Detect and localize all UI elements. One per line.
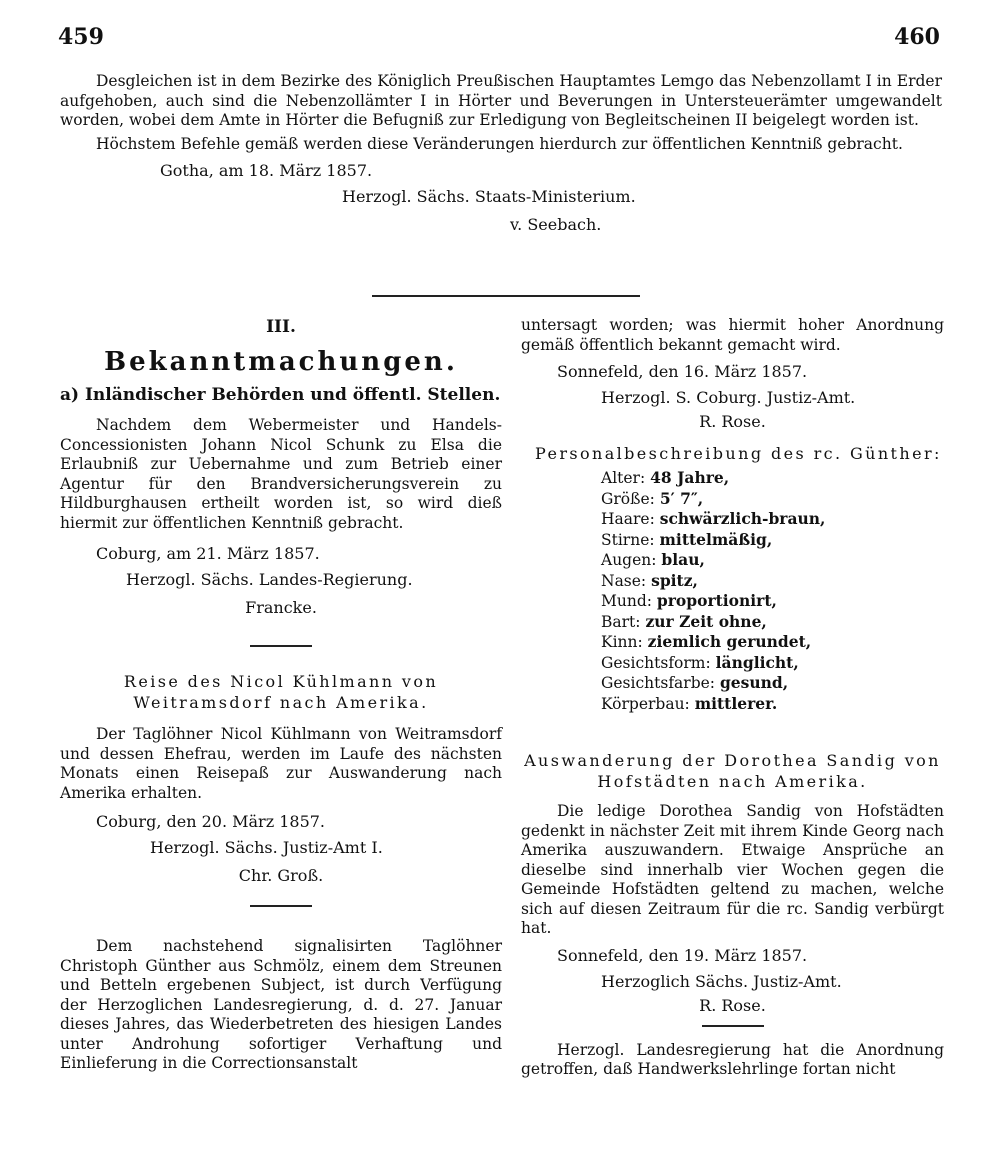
description-item: Mund: proportionirt, xyxy=(601,591,777,610)
description-item: Gesichtsfarbe: gesund, xyxy=(601,673,789,692)
notice-sandig-signature: R. Rose. xyxy=(699,995,766,1015)
notice-schunk-place-date: Coburg, am 21. März 1857. xyxy=(96,544,320,563)
notice-kuehlmann-signature: Chr. Groß. xyxy=(238,866,324,885)
divider-2 xyxy=(250,905,312,907)
notice-guenther-authority: Herzogl. S. Coburg. Justiz-Amt. xyxy=(601,388,856,407)
description-item: Alter: 48 Jahre, xyxy=(601,468,730,487)
section-number: III. xyxy=(266,317,296,337)
notice-guenther-text: Dem nachstehend signalisirten Taglöhner Christoph Günther aus Schmölz, einem dem Streunen und Betteln ergebenen Subject, ist durch Verfügung der Herzoglichen Landesregierung, d. d. 27. Januar dieses Jahres, das Wiederbetreten des hiesigen Landes unter Androhung sofortiger Verhaftung und Einlieferung in die Correctionsanstalt xyxy=(60,937,502,1072)
section-divider xyxy=(372,295,640,297)
notice-sandig-authority: Herzoglich Sächs. Justiz-Amt. xyxy=(601,971,842,991)
description-list xyxy=(601,468,944,714)
right-column xyxy=(521,316,944,1080)
page-number-left: 459 xyxy=(58,24,104,50)
top-paragraph-2: Höchstem Befehle gemäß werden diese Veränderungen hierdurch zur öffentlichen Kenntniß gebracht. xyxy=(96,134,903,153)
top-signature: v. Seebach. xyxy=(510,215,602,234)
description-item: Kinn: ziemlich gerundet, xyxy=(601,632,812,651)
description-item: Stirne: mittelmäßig, xyxy=(601,529,773,549)
notice-guenther-place-date: Sonnefeld, den 16. März 1857. xyxy=(557,362,808,381)
divider-1 xyxy=(250,645,312,647)
description-item: Größe: 5′ 7″, xyxy=(601,488,704,508)
notice-guenther-continuation: untersagt worden; was hiermit hoher Anordnung gemäß öffentlich bekannt gemacht wird. xyxy=(521,316,944,354)
description-item: Gesichtsform: länglicht, xyxy=(601,652,799,672)
notice-kuehlmann-heading: Reise des Nicol Kühlmann von Weitramsdorf nach Amerika. xyxy=(123,672,439,712)
description-heading: Personalbeschreibung des rc. Günther: xyxy=(535,444,942,463)
notice-sandig-heading: Auswanderung der Dorothea Sandig von Hofstädten nach Amerika. xyxy=(524,751,941,791)
page-number-right: 460 xyxy=(894,24,940,50)
description-item: Augen: blau, xyxy=(601,550,705,569)
notice-lehrlinge-text: Herzogl. Landesregierung hat die Anordnung getroffen, daß Handwerkslehrlinge fortan nicht xyxy=(521,1040,944,1078)
notice-guenther-signature: R. Rose. xyxy=(699,412,766,431)
notice-schunk-text: Nachdem dem Webermeister und Handels-Concessionisten Johann Nicol Schunk zu Elsa die Erlaubniß zur Uebernahme und zum Betrieb einer Agentur für den Brandversicherungsverein zu Hildburghausen ertheilt worden ist, so wird dieß hiermit zur öffentlichen Kenntniß gebracht. xyxy=(60,416,502,532)
top-place-date: Gotha, am 18. März 1857. xyxy=(160,161,373,180)
notice-kuehlmann-text: Der Taglöhner Nicol Kühlmann von Weitramsdorf und dessen Ehefrau, werden im Laufe des nächsten Monats einen Reisepaß zur Auswanderung nach Amerika erhalten. xyxy=(60,725,502,802)
top-paragraph-1: Desgleichen ist in dem Bezirke des Königlich Preußischen Hauptamtes Lemgo das Nebenzollamt I in Erder aufgehoben, auch sind die Nebenzollämter I in Hörter und Beverungen in Untersteuerämter umgewandelt worden, wobei dem Amte in Hörter die Befugniß zur Erledigung von Begleitscheinen II beigelegt worden ist. xyxy=(60,72,942,129)
notice-sandig-text: Die ledige Dorothea Sandig von Hofstädten gedenkt in nächster Zeit mit ihrem Kinde Georg nach Amerika auszuwandern. Etwaige Ansprüche an dieselbe sind innerhalb vier Wochen gegen die Gemeinde Hofstädten geltend zu machen, welche sich auf diesen Zeitraum für die rc. Sandig verbürgt hat. xyxy=(521,802,944,937)
description-item: Nase: spitz, xyxy=(601,570,698,590)
notice-kuehlmann-place-date: Coburg, den 20. März 1857. xyxy=(96,812,326,831)
notice-sandig-place-date: Sonnefeld, den 19. März 1857. xyxy=(557,945,808,965)
notice-schunk-authority: Herzogl. Sächs. Landes-Regierung. xyxy=(126,570,413,589)
description-item: Haare: schwärzlich-braun, xyxy=(601,509,826,528)
notice-schunk-signature: Francke. xyxy=(245,598,317,617)
top-authority: Herzogl. Sächs. Staats-Ministerium. xyxy=(342,187,636,206)
top-notice xyxy=(60,72,942,236)
notice-kuehlmann-authority: Herzogl. Sächs. Justiz-Amt I. xyxy=(150,838,383,857)
divider-3 xyxy=(702,1025,764,1027)
left-column xyxy=(60,316,502,1074)
section-title: Bekanntmachungen. xyxy=(104,347,458,377)
description-item: Bart: zur Zeit ohne, xyxy=(601,611,767,631)
subsection-heading: a) Inländischer Behörden und öffentl. Stellen. xyxy=(60,385,501,405)
description-item: Körperbau: mittlerer. xyxy=(601,693,778,713)
